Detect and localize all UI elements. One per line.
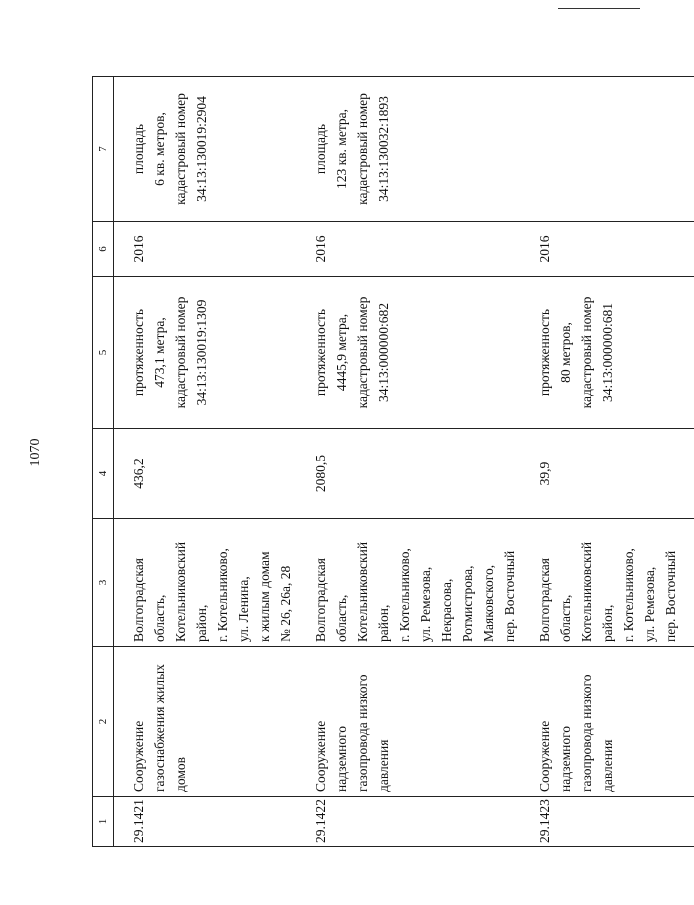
object-address-line: Волгоградская — [537, 558, 552, 642]
object-address-line: Котельниковский — [355, 541, 370, 642]
object-address-line: ул. Ленина, — [236, 576, 251, 642]
object-characteristics-cell — [114, 277, 297, 429]
object-characteristics-line: кадастровый номер — [173, 296, 188, 409]
object-characteristics-line: 34:13:130019:1309 — [194, 299, 209, 406]
object-name-cell — [114, 647, 297, 797]
object-address-line: № 26, 26а, 28 — [278, 565, 293, 642]
object-address-cell — [296, 519, 520, 647]
object-address-line: г. Котельниково, — [621, 548, 636, 642]
object-characteristics-line: 473,1 метра, — [152, 317, 167, 388]
object-year-cell: 2016 — [114, 222, 297, 277]
object-characteristics-line: протяженность — [131, 308, 146, 397]
object-characteristics-line: 4445,9 метра, — [334, 313, 349, 392]
object-characteristics-line: 34:13:000000:681 — [600, 303, 615, 403]
land-plot-line: 34:13:130032:1893 — [376, 96, 391, 202]
header-cell: 2 — [93, 647, 114, 797]
object-name-line: газопровода низкого — [355, 674, 370, 792]
land-plot-line: кадастровый номер — [355, 93, 370, 205]
object-address-line: область, — [558, 594, 573, 642]
object-name-line: надземного — [334, 725, 349, 792]
object-address-line: пер. Восточный — [663, 550, 678, 642]
object-characteristics-cell — [296, 277, 520, 429]
object-characteristics-cell — [520, 277, 694, 429]
object-name-line: Сооружение — [313, 720, 328, 792]
property-table — [92, 76, 694, 847]
object-year-cell: 2016 — [296, 222, 520, 277]
object-characteristics-line: 34:13:000000:682 — [376, 303, 391, 403]
header-cell: 1 — [93, 797, 114, 847]
table-row — [296, 77, 520, 847]
row-id-cell: 29.1421 — [114, 797, 297, 847]
object-address-line: область, — [152, 594, 167, 642]
object-name-line: Сооружение — [537, 720, 552, 792]
land-plot-line: 123 кв. метра, — [334, 108, 349, 190]
header-cell: 4 — [93, 429, 114, 519]
object-address-line: район, — [376, 604, 391, 642]
land-plot-cell — [296, 77, 520, 222]
object-address-line: Волгоградская — [313, 558, 328, 642]
land-plot-cell — [114, 77, 297, 222]
object-address-line: район, — [600, 604, 615, 642]
object-name-line: Сооружение — [131, 720, 146, 792]
object-address-line: к жилым домам — [257, 551, 272, 642]
object-year-cell: 2016 — [520, 222, 694, 277]
object-address-line: район, — [194, 604, 209, 642]
object-value-cell: 39,9 — [520, 429, 694, 519]
object-address-line: г. Котельниково, — [215, 548, 230, 642]
object-name-line: газоснабжения жилых — [152, 664, 167, 792]
object-name-cell — [296, 647, 520, 797]
object-address-line: Некрасова, — [439, 578, 454, 642]
object-characteristics-line: кадастровый номер — [355, 296, 370, 409]
header-cell: 5 — [93, 277, 114, 429]
object-address-line: Ротмистрова, — [460, 565, 475, 642]
land-plot-line: 6 кв. метров, — [152, 112, 167, 186]
land-plot-line: кадастровый номер — [173, 93, 188, 205]
land-plot-line: площадь — [313, 123, 328, 175]
object-value-cell: 436,2 — [114, 429, 297, 519]
object-address-line: г. Котельниково, — [397, 548, 412, 642]
object-name-line: надземного — [558, 725, 573, 792]
object-address-cell — [114, 519, 297, 647]
object-value-cell: 2080,5 — [296, 429, 520, 519]
page-number: 1070 — [28, 438, 43, 467]
object-name-line: давления — [600, 739, 615, 792]
object-name-cell — [520, 647, 694, 797]
object-name-line: газопровода низкого — [579, 674, 594, 792]
land-plot-cell — [520, 77, 694, 222]
row-id-cell: 29.1423 — [520, 797, 694, 847]
object-address-line: ул. Ремезова, — [418, 566, 433, 642]
object-address-line: область, — [334, 594, 349, 642]
object-characteristics-line: протяженность — [313, 308, 328, 397]
object-address-line: Маяковского, — [481, 564, 496, 642]
object-characteristics-line: протяженность — [537, 308, 552, 397]
object-address-line: пер. Восточный — [502, 550, 517, 642]
header-cell: 6 — [93, 222, 114, 277]
object-address-line: Котельниковский — [173, 541, 188, 642]
object-address-line: ул. Ремезова, — [642, 566, 657, 642]
header-cell: 7 — [93, 77, 114, 222]
row-id-cell: 29.1422 — [296, 797, 520, 847]
land-plot-line: площадь — [131, 123, 146, 175]
land-plot-line: 34:13:130019:2904 — [194, 96, 209, 202]
table-row — [520, 77, 694, 847]
object-address-line: Волгоградская — [131, 558, 146, 642]
object-name-line: домов — [173, 756, 188, 792]
object-address-line: Котельниковский — [579, 541, 594, 642]
object-name-line: давления — [376, 739, 391, 792]
table-row — [114, 77, 297, 847]
table-header-row — [93, 77, 114, 847]
object-characteristics-line: 80 метров, — [558, 322, 573, 383]
object-characteristics-line: кадастровый номер — [579, 296, 594, 409]
header-cell: 3 — [93, 519, 114, 647]
object-address-cell — [520, 519, 694, 647]
